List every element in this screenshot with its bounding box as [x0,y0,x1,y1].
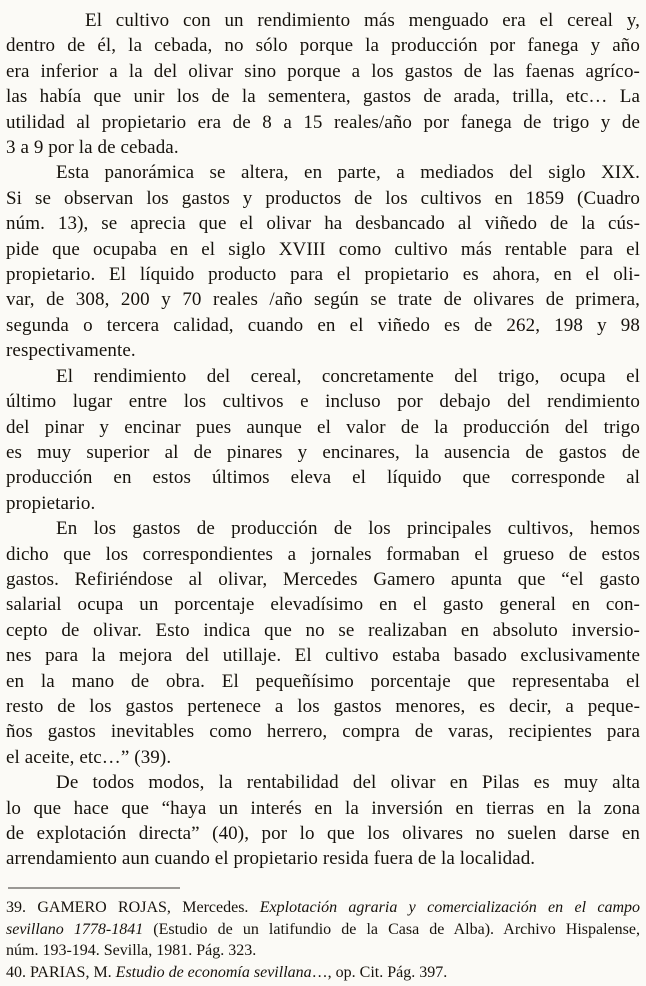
footnote-line [6,897,640,919]
footnote-text: …, op. Cit. Pág. 397. [311,963,448,981]
footnote-line [6,919,640,941]
text-line: el aceite, etc…” (39). [6,746,172,768]
text-line: En los gastos de producción de los principales cultivos, hemos [56,518,640,540]
page-body-text [6,8,640,872]
text-line: utilidad al propietario era de 8 a 15 reales/año por fanega de trigo y de [6,111,640,133]
text-line: era inferior a la del olivar sino porque a los gastos de las faenas agríco- [6,60,640,82]
text-line: pide que ocupaba en el siglo XVIII como cultivo más rentable para el [6,238,640,260]
text-line: ños gastos inevitables como herrero, compra de varas, recipientes para [6,721,640,743]
text-line: arrendamiento aun cuando el propietario resida fuera de la localidad. [6,848,536,870]
text-line: propietario. El líquido producto para el propietario es ahora, en el oli- [6,264,640,286]
cited-work-title: sevillano 1778-1841 [6,920,144,938]
text-line: var, de 308, 200 y 70 reales /año según se trate de olivares de primera, [6,289,640,311]
text-line: El rendimiento del cereal, concretamente del trigo, ocupa el [56,365,640,387]
text-line: en la mano de obra. El pequeñísimo porcentaje que representaba el [6,670,640,692]
cited-work-title: Explotación agraria y comercialización en el campo [259,898,641,916]
text-line: cepto de olivar. Esto indica que no se realizaban en absoluto inversio- [6,619,640,641]
text-line: de explotación directa” (40), por lo que los olivares no suelen darse en [6,823,640,844]
footnotes [6,897,640,984]
text-line: El cultivo con un rendimiento más menguado era el cereal y, [85,10,640,31]
text-line: propietario. [6,492,96,514]
paragraph [6,364,640,516]
text-line: dentro de él, la cebada, no sólo porque la producción por fanega y año [6,35,640,57]
footnote-separator [8,887,180,889]
footnote-line [6,962,640,984]
footnote-text: núm. 193-194. Sevilla, 1981. Pág. 323. [6,942,257,960]
cited-work-title: Estudio de economía sevillana [115,963,312,981]
text-line: gastos. Refiriéndose al olivar, Mercedes Gamero apunta que “el gasto [6,568,640,590]
footnote-text: 39. GAMERO ROJAS, Mercedes. [6,898,260,916]
footnote-text: 40. PARIAS, M. [6,963,116,981]
text-line: es muy superior al de pinares y encinares, la ausencia de gastos de [6,441,640,463]
text-line: producción en estos últimos eleva el líquido que corresponde al [6,467,640,489]
footnote [6,897,640,962]
text-line: último lugar entre los cultivos e incluso por debajo del rendimiento [6,391,640,413]
text-line: resto de los gastos pertenece a los gastos menores, es decir, a peque- [6,695,640,717]
text-line: Si se observan los gastos y productos de los cultivos en 1859 (Cuadro [6,187,640,209]
text-line: respectivamente. [6,340,136,362]
text-line: núm. 13), se aprecia que el olivar ha desbancado al viñedo de la cús- [6,213,640,235]
text-line: del pinar y encinar pues aunque el valor de la producción del trigo [6,416,640,438]
text-line: De todos modos, la rentabilidad del olivar en Pilas es muy alta [56,772,640,794]
text-line: salarial ocupa un porcentaje elevadísimo en el gasto general en con- [6,594,640,616]
paragraph [6,8,640,160]
text-line: lo que hace que “haya un interés en la inversión en tierras en la zona [6,797,640,819]
paragraph [6,160,640,363]
text-line: las había que unir los de la sementera, gastos de arada, trilla, etc… La [6,86,640,108]
text-line: segunda o tercera calidad, cuando en el viñedo es de 262, 198 y 98 [6,314,640,336]
footnote [6,962,640,984]
text-line: Esta panorámica se altera, en parte, a mediados del siglo XIX. [56,162,640,184]
footnote-text: (Estudio de un latifundio de la Casa de Alba). Archivo Hispalense, [143,920,640,938]
footnote-line [6,940,640,962]
text-line: dicho que los correspondientes a jornales formaban el grueso de estos [6,543,640,565]
paragraph [6,516,640,770]
text-line: nes para la mejora del utillaje. El cultivo estaba basado exclusivamente [6,645,640,667]
text-line: 3 a 9 por la de cebada. [6,137,179,159]
paragraph [6,770,640,872]
